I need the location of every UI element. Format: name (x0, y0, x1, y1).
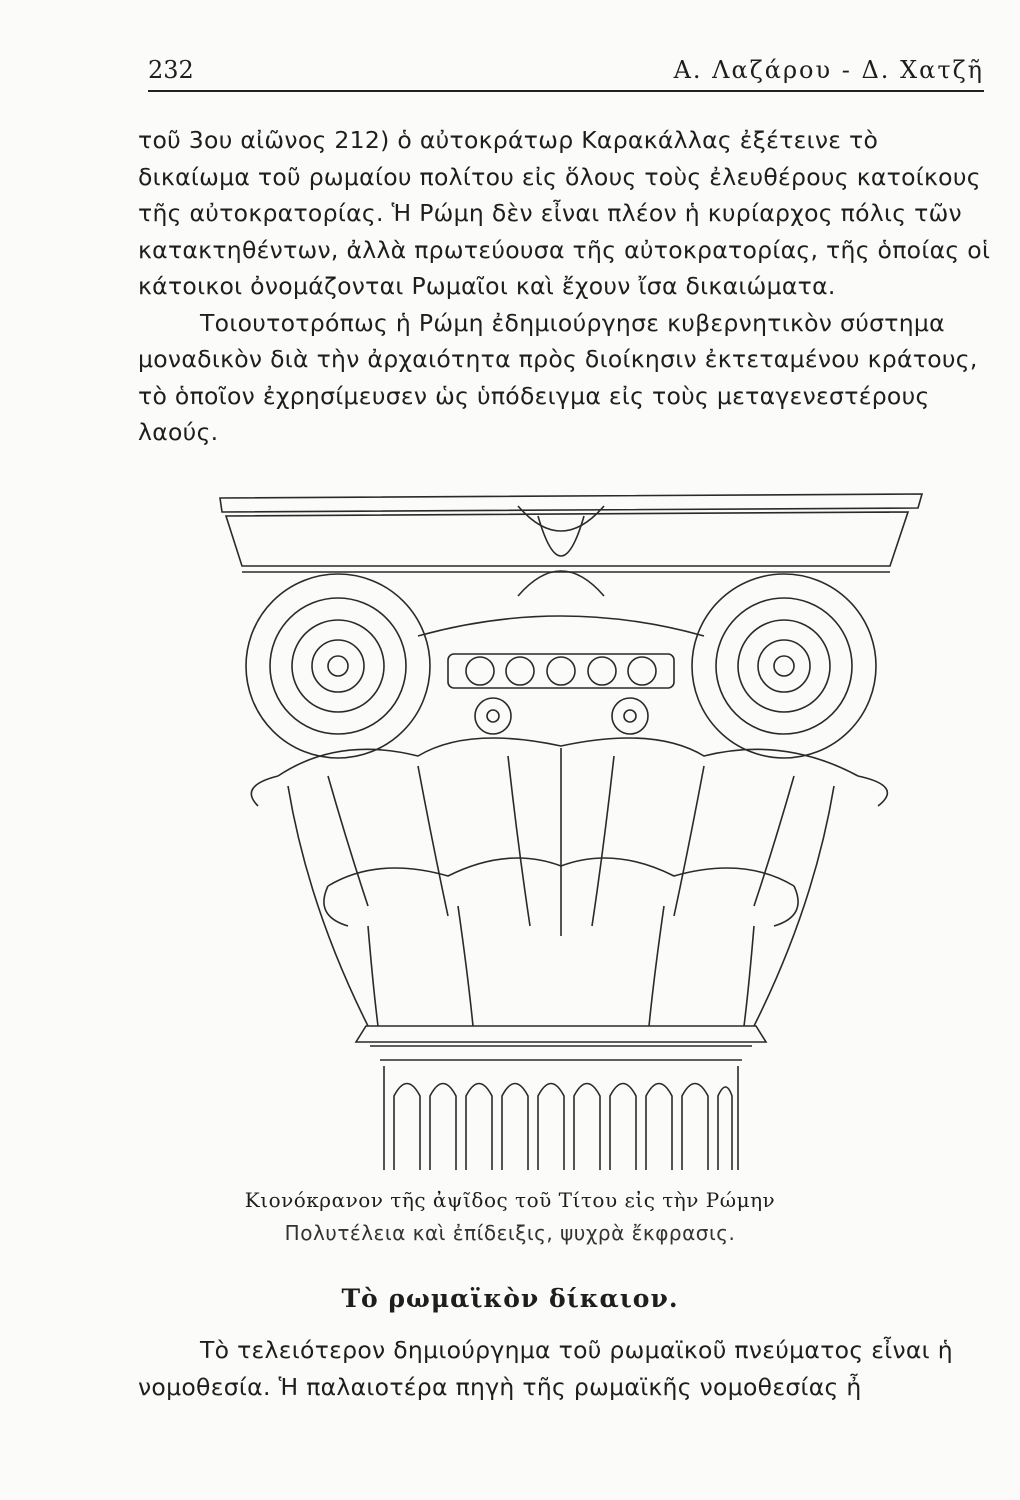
paragraph: τοῦ 3ου αἰῶνος 212) ὁ αὐτοκράτωρ Καρακάλλας ἐξέτεινε τὸ δικαίωμα τοῦ ρωμαίου πολίτου εἰς ὅλους τοὺς ἐλευθέρους κατοίκους τῆς αὐτοκρατορίας. Ἡ Ρώμη δὲν εἶναι πλέον ἡ κυρίαρχος πόλις τῶν κατακτηθέντων, ἀλλὰ πρωτεύουσα τῆς αὐτοκρατορίας, τῆς ὁποίας οἱ κάτοικοι ὀνομάζονται Ρωμαῖοι καὶ ἔχουν ἴσα δικαιώματα. (138, 126, 991, 300)
corinthian-capital-illustration (218, 486, 924, 1176)
body-text-top (138, 122, 992, 451)
figure-caption-title: Κιονόκρανον τῆς ἀψῖδος τοῦ Τίτου εἰς τὴν Ρώμην (244, 1188, 776, 1212)
body-text-bottom (138, 1332, 992, 1405)
paragraph: Τὸ τελειότερον δημιούργημα τοῦ ρωμαϊκοῦ πνεύματος εἶναι ἡ νομοθεσία. Ἡ παλαιοτέρα πηγὴ τῆς ρωμαϊκῆς νομοθεσίας ἦ (138, 1336, 953, 1401)
figure-caption-subtitle: Πολυτέλεια καὶ ἐπίδειξις, ψυχρὰ ἔκφρασις. (284, 1221, 736, 1245)
running-head: Α. Λαζάρου - Δ. Χατζῆ (673, 56, 984, 84)
page-header (148, 46, 984, 92)
page-number: 232 (148, 56, 194, 84)
paragraph: Τοιουτοτρόπως ἡ Ρώμη ἐδημιούργησε κυβερνητικὸν σύστημα μοναδικὸν διὰ τὴν ἀρχαιότητα πρὸς διοίκησιν ἐκτεταμένου κράτους, τὸ ὁποῖον ἐχρησίμευσεν ὡς ὑπόδειγμα εἰς τοὺς μεταγενεστέρους λαούς. (138, 308, 978, 446)
section-heading: Τὸ ρωμαϊκὸν δίκαιον. (341, 1284, 679, 1313)
